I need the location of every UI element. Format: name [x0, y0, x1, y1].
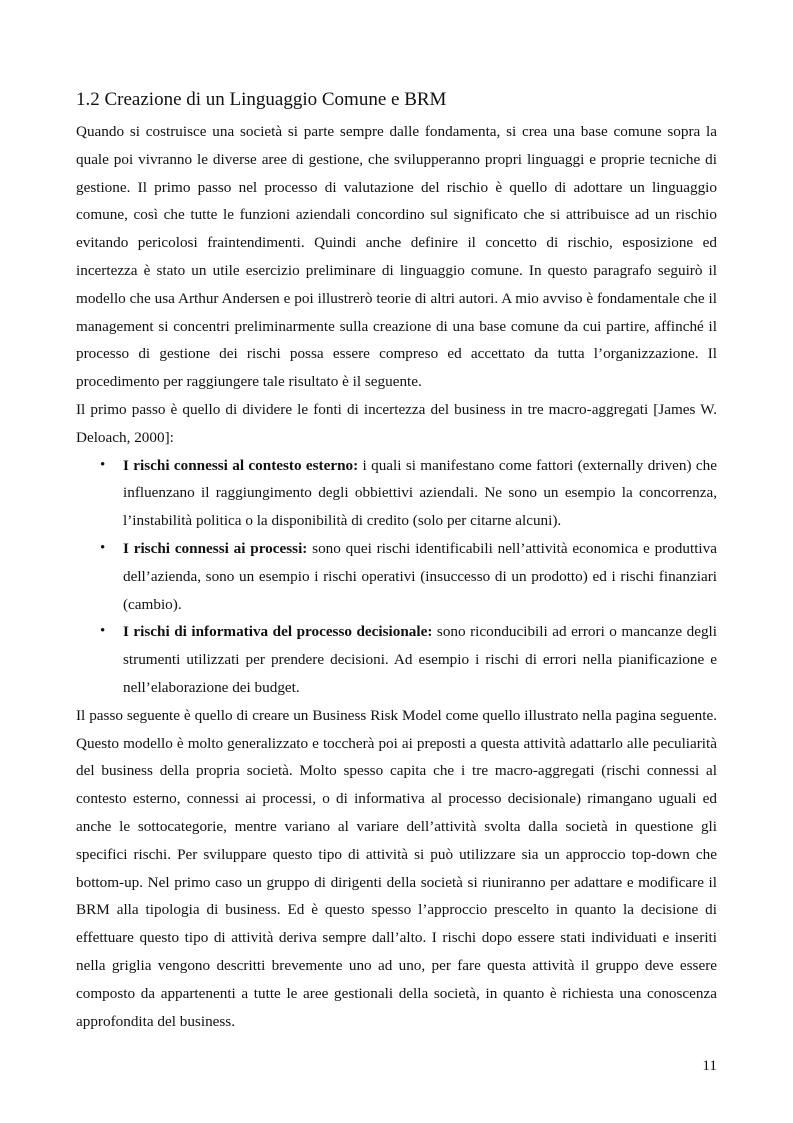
risk-categories-list: [76, 452, 717, 702]
bullet-icon: •: [100, 539, 106, 556]
list-item: [100, 618, 717, 701]
macro-aggregates-paragraph: Il primo passo è quello di dividere le fonti di incertezza del business in tre macro-aggregati [James W. Deloach, 2000]:: [76, 400, 717, 446]
list-item-text: sono quei rischi identificabili nell’attività economica e produttiva dell’azienda, sono un esempio i rischi operativi (insuccesso di un prodotto) ed i rischi finanziari (cambio).: [123, 539, 717, 613]
intro-paragraph: Quando si costruisce una società si parte sempre dalle fondamenta, si crea una base comune sopra la quale poi vivranno le diverse aree di gestione, che svilupperanno propri linguaggi e proprie tecniche di gestione. Il primo passo nel processo di valutazione del rischio è quello di adottare un linguaggio comune, così che tutte le funzioni aziendali concordino sul significato che si attribuisce ad un rischio evitando pericolosi fraintendimenti. Quindi anche definire il concetto di rischio, esposizione ed incertezza è stato un utile esercizio preliminare di linguaggio comune. In questo paragrafo seguirò il modello che usa Arthur Andersen e poi illustrerò teorie di altri autori. A mio avviso è fondamentale che il management si concentri preliminarmente sulla creazione di una base comune da cui partire, affinché il processo di gestione dei rischi possa essere compreso ed accettato da tutta l’organizzazione. Il procedimento per raggiungere tale risultato è il seguente.: [76, 123, 717, 391]
page-number: 11: [702, 1057, 717, 1074]
brm-paragraph: Il passo seguente è quello di creare un Business Risk Model come quello illustrato nella pagina seguente. Questo modello è molto generalizzato e toccherà poi ai preposti a questa attività adattarlo alle peculiarità del business della propria società. Molto spesso capita che i tre macro-aggregati (rischi connessi al contesto esterno, connessi ai processi, o di informativa al processo decisionale) rimangano uguali ed anche le sottocategorie, mentre variano al variare dell’attività svolta dalla società in questione gli specifici rischi. Per sviluppare questo tipo di attività si può utilizzare sia un approccio top-down che bottom-up. Nel primo caso un gruppo di dirigenti della società si riuniranno per adattare e modificare il BRM alla tipologia di business. Ed è questo spesso l’approccio prescelto in quanto la decisione di effettuare questo tipo di attività deriva sempre dall’alto. I rischi dopo essere stati individuati e inseriti nella griglia vengono descritti brevemente uno ad uno, per fare questa attività il gruppo deve essere composto da appartenenti a tutte le aree gestionali della società, in quanto è richiesta una conoscenza approfondita del business.: [76, 706, 717, 1030]
bullet-icon: •: [100, 623, 106, 640]
list-item-heading: I rischi connessi ai processi:: [123, 539, 308, 557]
list-item-text: i quali si manifestano come fattori (externally driven) che influenzano il raggiungimento degli obbiettivi aziendali. Ne sono un esempio la concorrenza, l’instabilità politica o la disponibilità di credito (solo per citarne alcuni).: [123, 456, 717, 530]
list-item: [100, 535, 717, 618]
list-item-heading: I rischi di informativa del processo decisionale:: [123, 623, 433, 641]
list-item-heading: I rischi connessi al contesto esterno:: [123, 456, 359, 474]
bullet-icon: •: [100, 456, 106, 473]
section-title: 1.2 Creazione di un Linguaggio Comune e BRM: [76, 89, 447, 110]
list-item-text: sono riconducibili ad errori o mancanze degli strumenti utilizzati per prendere decisioni. Ad esempio i rischi di errori nella pianificazione e nell’elaborazione dei budget.: [123, 623, 717, 696]
list-item: [100, 452, 717, 535]
document-page: [76, 88, 717, 1035]
